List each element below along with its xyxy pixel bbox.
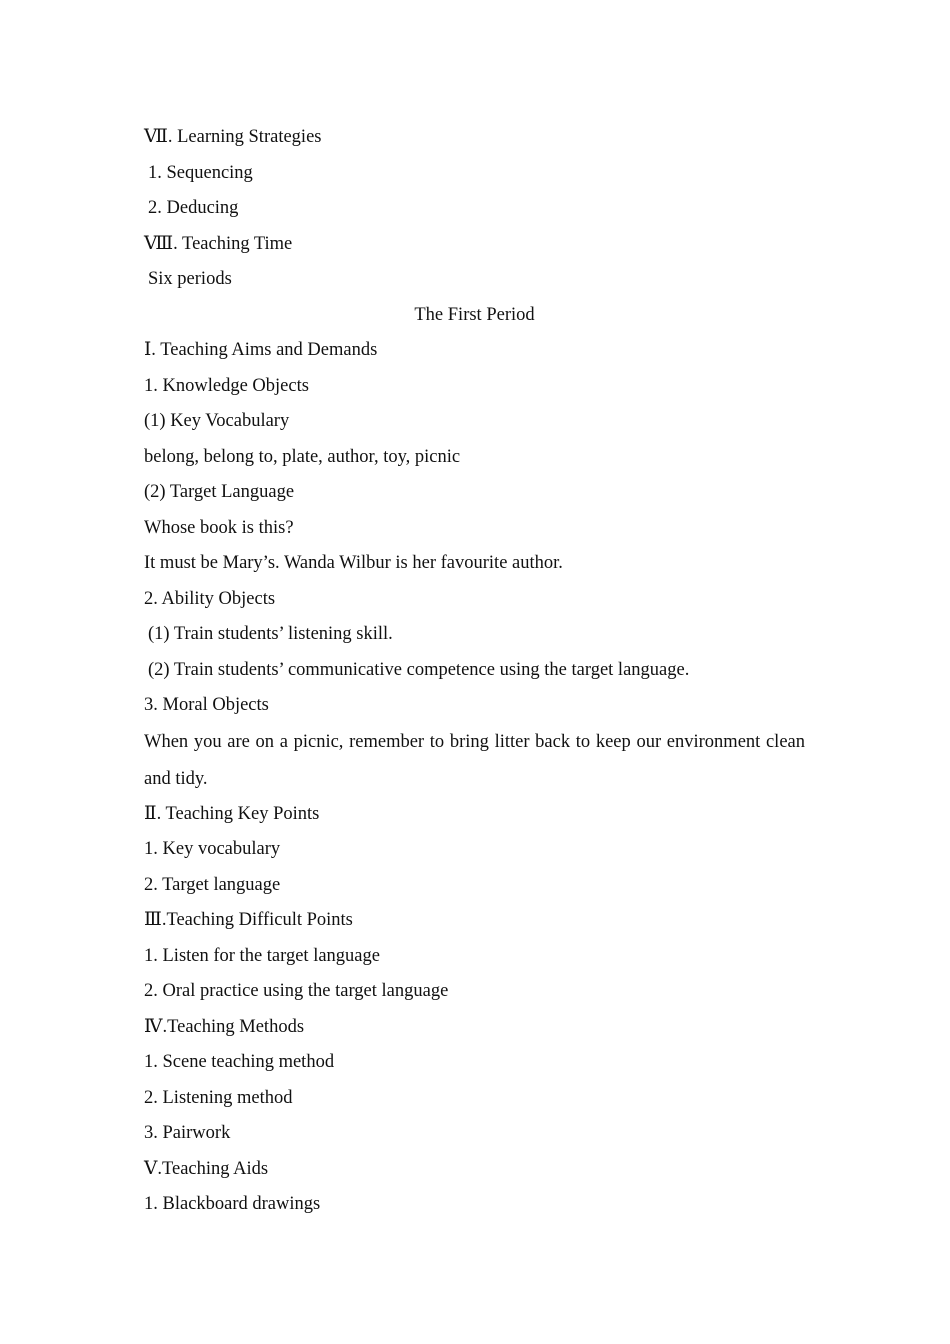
- subheading: 3. Moral Objects: [144, 695, 269, 715]
- section-heading-aims: Ⅰ. Teaching Aims and Demands: [144, 340, 378, 360]
- subheading: (2) Target Language: [144, 482, 295, 502]
- list-item: 1. Key vocabulary: [144, 839, 281, 859]
- body-paragraph: When you are on a picnic, remember to bring litter back to keep our environment clean and tidy.: [144, 731, 805, 789]
- section-heading-learning-strategies: Ⅶ. Learning Strategies: [144, 127, 322, 147]
- list-item: 1. Listen for the target language: [144, 945, 380, 966]
- body-text: Whose book is this?: [144, 517, 294, 538]
- subheading: 2. Ability Objects: [144, 588, 276, 609]
- body-text: Six periods: [148, 269, 232, 289]
- body-text: It must be Mary’s. Wanda Wilbur is her favourite author.: [144, 553, 563, 573]
- body-text: belong, belong to, plate, author, toy, picnic: [144, 446, 461, 467]
- list-item: (1) Train students’ listening skill.: [148, 624, 393, 644]
- subheading: (1) Key Vocabulary: [144, 411, 290, 431]
- list-item: 2. Listening method: [144, 1087, 293, 1108]
- section-heading-difficult-points: Ⅲ.Teaching Difficult Points: [144, 910, 353, 930]
- section-heading-aids: Ⅴ.Teaching Aids: [144, 1158, 269, 1179]
- list-item: 1. Sequencing: [148, 162, 253, 183]
- list-item: 3. Pairwork: [144, 1123, 231, 1143]
- section-heading-methods: Ⅳ.Teaching Methods: [144, 1016, 305, 1037]
- section-heading-key-points: Ⅱ. Teaching Key Points: [144, 803, 320, 824]
- section-heading-teaching-time: Ⅷ. Teaching Time: [144, 233, 293, 254]
- subheading: 1. Knowledge Objects: [144, 375, 309, 396]
- list-item: 2. Oral practice using the target language: [144, 981, 449, 1001]
- list-item: 2. Deducing: [148, 198, 239, 218]
- list-item: 2. Target language: [144, 874, 281, 895]
- list-item: (2) Train students’ communicative competence using the target language.: [148, 659, 690, 680]
- period-title: The First Period: [414, 304, 535, 325]
- list-item: 1. Scene teaching method: [144, 1052, 335, 1072]
- list-item: 1. Blackboard drawings: [144, 1194, 321, 1214]
- document-body: [144, 121, 805, 1224]
